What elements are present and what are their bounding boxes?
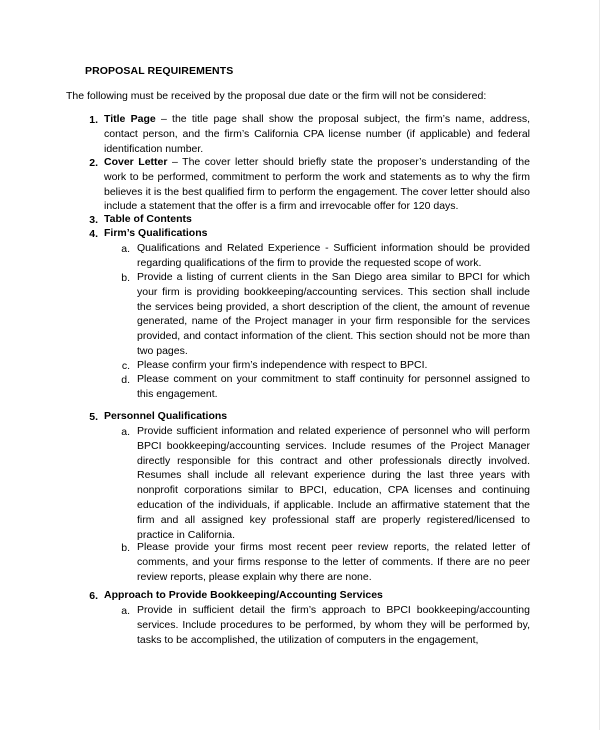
sub-item: Please confirm your firm’s independence with respect to BPCI.: [137, 359, 428, 371]
item-number: 1.: [89, 114, 98, 126]
item-number: 4.: [89, 228, 98, 240]
item-approach: [104, 588, 530, 603]
sub-letter: a.: [121, 426, 130, 438]
item-number: 5.: [89, 411, 98, 423]
item-table-of-contents: [104, 212, 530, 227]
sub-letter: d.: [121, 374, 130, 386]
intro-text: The following must be received by the proposal due date or the firm will not be considered:: [66, 90, 487, 102]
item-label: Title Page: [104, 113, 156, 125]
sub-item: Provide a listing of current clients in the San Diego area similar to BPCI for which your firm is providing bookkeeping/accounting services. This section shall include the services being provided, a short description of the client, the amount of revenue generated, name of the Project manager in your firm responsible for the services provided, and contact information of the client. This section should not be more than two pages.: [137, 271, 530, 357]
item-number: 6.: [89, 590, 98, 602]
item-cover-letter: [104, 155, 530, 214]
item-number: 2.: [89, 157, 98, 169]
sub-item: Please provide your firms most recent peer review reports, the related letter of comments, and your firms response to the letter of comments. If there are no peer review reports, please explain why there are none.: [137, 541, 530, 583]
section-heading: PROPOSAL REQUIREMENTS: [85, 65, 234, 77]
sub-letter: a.: [121, 605, 130, 617]
item-label: Firm’s Qualifications: [104, 227, 208, 239]
sub-letter: c.: [121, 360, 130, 372]
sub-letter: b.: [121, 542, 130, 554]
item-label: Personnel Qualifications: [104, 410, 228, 422]
item-label: Cover Letter: [104, 156, 168, 168]
sub-letter: a.: [121, 243, 130, 255]
sub-letter: b.: [121, 272, 130, 284]
sub-item: Provide in sufficient detail the firm’s approach to BPCI bookkeeping/accounting services. Include procedures to be performed, by whom they will be performed by, tasks to be accomplished, the utilization of computers in the engagement,: [137, 604, 530, 646]
item-firms-qualifications: [104, 226, 530, 241]
sub-item: Provide sufficient information and related experience of personnel who will perform BPCI bookkeeping/accounting services. Include resumes of the Project Manager directly responsible for this contract and other professionals directly involved. Resumes shall include all relevant experience during the last three years with nonprofit corporations similar to BPCI, education, CPA licenses and continuing education of the individuals, if applicable. Include an affirmative statement that the firm and all assigned key professional staff are properly registered/licensed to practice in California.: [137, 425, 530, 541]
item-title-page: [104, 112, 530, 156]
item-label: Approach to Provide Bookkeeping/Accounting Services: [104, 589, 383, 601]
sub-item: Please comment on your commitment to staff continuity for personnel assigned to this engagement.: [137, 373, 530, 400]
item-personnel-qualifications: [104, 409, 530, 424]
item-number: 3.: [89, 214, 98, 226]
item-text: – The cover letter should briefly state the proposer’s understanding of the work to be performed, commitment to perform the work and statements as to why the firm believes it is the best qualified firm to perform the engagement. The cover letter should also include a statement that the offer is a firm and irrevocable offer for 120 days.: [104, 156, 530, 213]
item-label: Table of Contents: [104, 213, 192, 225]
item-text: – the title page shall show the proposal subject, the firm’s name, address, contact person, and the firm’s California CPA license number (if applicable) and federal identification number.: [104, 113, 530, 155]
sub-item: Qualifications and Related Experience - Sufficient information should be provided regarding qualifications of the firm to provide the requested scope of work.: [137, 242, 530, 269]
